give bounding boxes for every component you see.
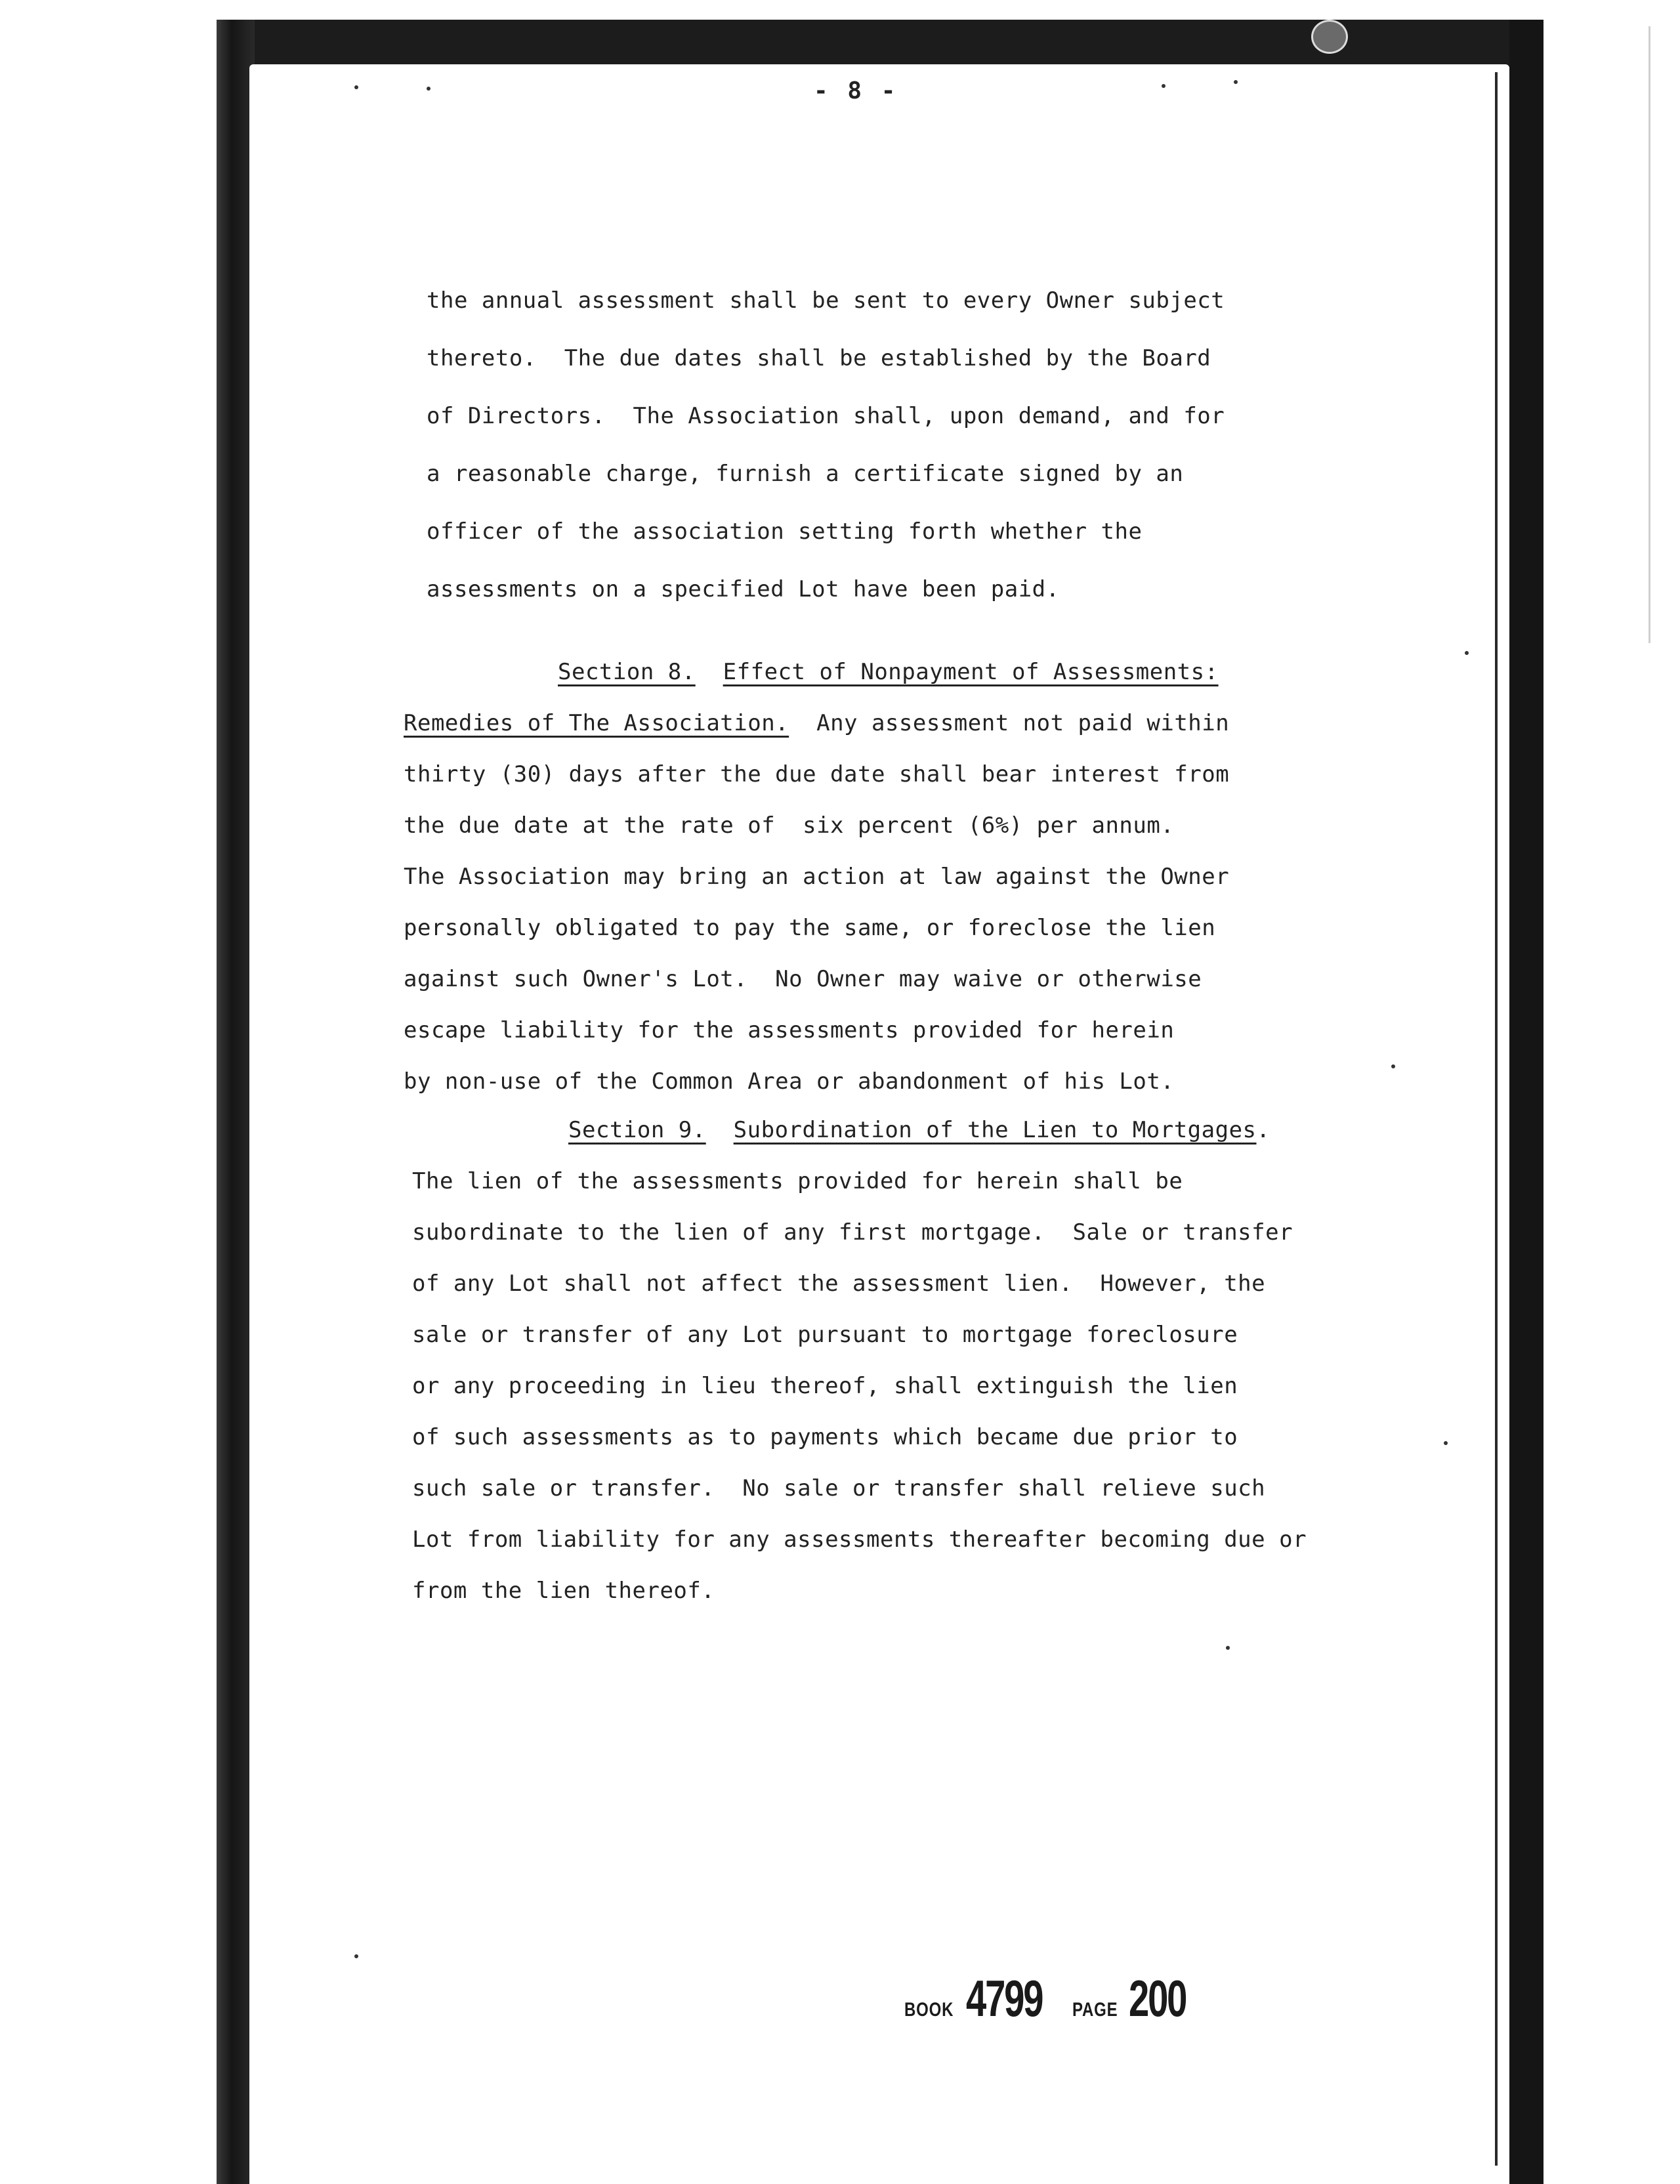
section-8-label: Section 8. (558, 659, 696, 685)
section-9-heading (568, 1117, 1270, 1143)
text-line: assessments on a specified Lot have been paid. (427, 576, 1060, 602)
text-line: of such assessments as to payments which became due prior to (412, 1424, 1238, 1450)
section-8-first-line (404, 710, 1229, 736)
text-line: subordinate to the lien of any first mortgage. Sale or transfer (412, 1219, 1293, 1246)
stamp-page-number: 200 (1129, 1969, 1186, 2027)
scan-speck (1465, 651, 1469, 655)
scan-speck (1226, 1646, 1230, 1650)
right-margin-rule (1495, 72, 1498, 2166)
text-line: Lot from liability for any assessments thereafter becoming due or (412, 1526, 1307, 1553)
text-line: against such Owner's Lot. No Owner may waive or otherwise (404, 966, 1202, 992)
section-9-label: Section 9. (568, 1117, 706, 1143)
section-8-heading (558, 659, 1219, 685)
scan-speck (354, 85, 358, 89)
scan-speck (427, 87, 430, 91)
text-line: thereto. The due dates shall be established by the Board (427, 345, 1211, 371)
text-line: thirty (30) days after the due date shall bear interest from (404, 761, 1230, 788)
text-line: a reasonable charge, furnish a certificate signed by an (427, 461, 1184, 487)
scan-speck (1391, 1064, 1395, 1068)
page-number: - 8 - (814, 77, 898, 104)
section-9-title-period: . (1256, 1117, 1270, 1143)
section-9-title: Subordination of the Lien to Mortgages (733, 1117, 1257, 1143)
text-line: of any Lot shall not affect the assessment lien. However, the (412, 1270, 1266, 1297)
scan-speck (1234, 80, 1238, 84)
text-line: The lien of the assessments provided for herein shall be (412, 1168, 1183, 1194)
scan-speck (1444, 1441, 1448, 1445)
page-label: PAGE (1072, 1999, 1118, 2021)
text-line: by non-use of the Common Area or abandonment of his Lot. (404, 1068, 1175, 1095)
section-8-first-line-text: Any assessment not paid within (816, 710, 1230, 736)
book-label: BOOK (904, 1999, 954, 2021)
text-line: officer of the association setting forth whether the (427, 518, 1143, 545)
corner-stamp-mark (1311, 20, 1348, 54)
text-line: of Directors. The Association shall, upon demand, and for (427, 403, 1225, 429)
scan-border-right (1509, 20, 1544, 2184)
recording-stamp (904, 1969, 1208, 2028)
text-line: the due date at the rate of six percent (6%) per annum. (404, 812, 1175, 839)
text-line: such sale or transfer. No sale or transfer shall relieve such (412, 1475, 1266, 1502)
book-number: 4799 (966, 1969, 1043, 2027)
text-line: the annual assessment shall be sent to every Owner subject (427, 287, 1225, 314)
text-line: The Association may bring an action at law against the Owner (404, 864, 1230, 890)
text-line: from the lien thereof. (412, 1578, 715, 1604)
text-line: or any proceeding in lieu thereof, shall extinguish the lien (412, 1373, 1238, 1399)
section-8-title: Effect of Nonpayment of Assessments: (723, 659, 1219, 685)
section-8-title-continued: Remedies of The Association. (404, 710, 789, 736)
scan-edge-line (1648, 26, 1650, 643)
text-line: personally obligated to pay the same, or foreclose the lien (404, 915, 1216, 941)
text-line: escape liability for the assessments provided for herein (404, 1017, 1175, 1043)
text-line: sale or transfer of any Lot pursuant to mortgage foreclosure (412, 1322, 1238, 1348)
scan-speck (1162, 84, 1166, 88)
scan-speck (354, 1954, 358, 1958)
